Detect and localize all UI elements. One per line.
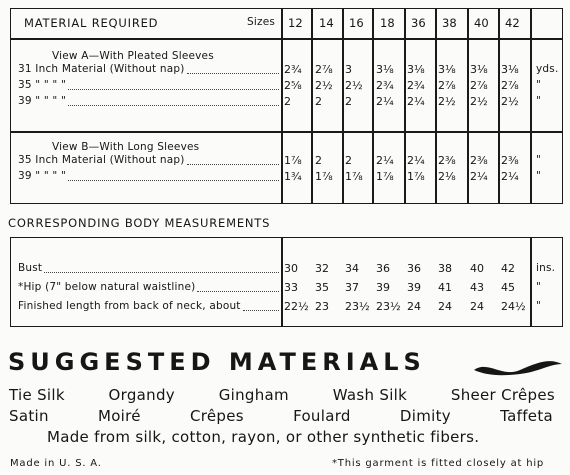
col-divider — [467, 8, 469, 204]
row-label: 35 " " " " — [18, 79, 67, 91]
col-divider — [530, 237, 532, 327]
unit-cell: " — [536, 154, 542, 166]
col-divider — [498, 8, 500, 204]
value-cell: 43 — [470, 281, 484, 294]
value-cell: 2 — [315, 95, 322, 108]
view-a-title: View A—With Pleated Sleeves — [52, 50, 214, 62]
value-cell: 2 — [284, 95, 291, 108]
material-header-divider — [10, 38, 563, 40]
value-cell: 42 — [501, 262, 515, 275]
fabric-name: Sheer Crêpes — [450, 386, 555, 404]
value-cell: 41 — [438, 281, 452, 294]
dot-leader — [197, 291, 279, 292]
size-header-cell: 42 — [505, 16, 520, 30]
value-cell: 3⅛ — [438, 63, 456, 76]
fabric-name: Taffeta — [500, 407, 553, 425]
view-divider — [10, 131, 563, 133]
value-cell: 24 — [407, 300, 421, 313]
value-cell: 2¼ — [376, 154, 394, 167]
value-cell: 3⅛ — [376, 63, 394, 76]
size-header-cell: 38 — [442, 16, 457, 30]
unit-cell: " — [536, 281, 542, 293]
size-header-cell: 12 — [288, 16, 303, 30]
value-cell: 23½ — [376, 300, 401, 313]
row-label: 39 " " " " — [18, 95, 67, 107]
value-cell: 35 — [315, 281, 329, 294]
unit-cell: ins. — [536, 262, 556, 274]
value-cell: 22½ — [284, 300, 309, 313]
value-cell: 38 — [438, 262, 452, 275]
value-cell: 2½ — [501, 95, 519, 108]
col-divider — [281, 8, 283, 204]
value-cell: 33 — [284, 281, 298, 294]
value-cell: 32 — [315, 262, 329, 275]
fabric-name: Satin — [9, 407, 49, 425]
value-cell: 1¾ — [284, 170, 302, 183]
value-cell: 2½ — [315, 79, 333, 92]
value-cell: 34 — [345, 262, 359, 275]
value-cell: 2¼ — [376, 95, 394, 108]
value-cell: 3⅛ — [470, 63, 488, 76]
value-cell: 3⅛ — [407, 63, 425, 76]
value-cell: 3 — [345, 63, 352, 76]
dot-leader — [243, 310, 279, 311]
value-cell: 2⅜ — [470, 154, 488, 167]
value-cell: 2⅝ — [284, 79, 302, 92]
sizes-label: Sizes — [247, 16, 276, 28]
fabric-name: Wash Silk — [332, 386, 408, 404]
fabric-name: Tie Silk — [9, 386, 65, 404]
row-label: Bust — [18, 262, 43, 274]
value-cell: 2½ — [345, 79, 363, 92]
fabric-name: Moiré — [97, 407, 141, 425]
value-cell: 40 — [470, 262, 484, 275]
size-header-cell: 36 — [411, 16, 426, 30]
body-table-title: CORRESPONDING BODY MEASUREMENTS — [8, 216, 271, 230]
value-cell: 2⅞ — [501, 79, 519, 92]
fiber-note: Made from silk, cotton, rayon, or other synthetic fibers. — [47, 428, 480, 446]
row-label: *Hip (7" below natural waistline) — [18, 281, 196, 293]
col-divider — [435, 8, 437, 204]
footer-fit-note: *This garment is fitted closely at hip — [332, 458, 545, 469]
value-cell: 2⅞ — [438, 79, 456, 92]
value-cell: 1⅞ — [345, 170, 363, 183]
fabric-name: Dimity — [399, 407, 451, 425]
value-cell: 2½ — [470, 95, 488, 108]
footer-origin: Made in U. S. A. — [10, 458, 102, 469]
value-cell: 2 — [345, 95, 352, 108]
value-cell: 1⅞ — [407, 170, 425, 183]
value-cell: 2¾ — [407, 79, 425, 92]
value-cell: 2⅞ — [315, 63, 333, 76]
size-header-cell: 14 — [319, 16, 334, 30]
fabric-name: Organdy — [108, 386, 175, 404]
value-cell: 39 — [407, 281, 421, 294]
value-cell: 2¼ — [407, 154, 425, 167]
fabric-name: Crêpes — [189, 407, 244, 425]
value-cell: 23 — [315, 300, 329, 313]
value-cell: 2⅜ — [438, 154, 456, 167]
dot-leader — [187, 73, 279, 74]
swash-ornament — [472, 354, 564, 380]
col-divider — [342, 8, 344, 204]
value-cell: 2⅛ — [438, 170, 456, 183]
col-divider — [404, 8, 406, 204]
unit-cell: " — [536, 95, 542, 107]
view-b-title: View B—With Long Sleeves — [52, 141, 200, 153]
value-cell: 2 — [345, 154, 352, 167]
value-cell: 37 — [345, 281, 359, 294]
size-header-cell: 16 — [349, 16, 364, 30]
row-label: 31 Inch Material (Without nap) — [18, 63, 185, 75]
size-header-cell: 40 — [474, 16, 489, 30]
value-cell: 30 — [284, 262, 298, 275]
value-cell: 2 — [315, 154, 322, 167]
dot-leader — [68, 89, 279, 90]
col-divider — [372, 8, 374, 204]
fabric-name: Foulard — [293, 407, 351, 425]
col-divider — [530, 8, 532, 204]
col-divider — [311, 8, 313, 204]
value-cell: 45 — [501, 281, 515, 294]
dot-leader — [68, 180, 279, 181]
value-cell: 2⅞ — [470, 79, 488, 92]
value-cell: 23½ — [345, 300, 370, 313]
value-cell: 36 — [376, 262, 390, 275]
value-cell: 2⅜ — [501, 154, 519, 167]
dot-leader — [187, 164, 279, 165]
unit-cell: " — [536, 79, 542, 91]
value-cell: 1⅞ — [284, 154, 302, 167]
value-cell: 1⅞ — [315, 170, 333, 183]
unit-cell: " — [536, 170, 542, 182]
value-cell: 36 — [407, 262, 421, 275]
value-cell: 3⅛ — [501, 63, 519, 76]
size-header-cell: 18 — [380, 16, 395, 30]
value-cell: 24½ — [501, 300, 526, 313]
value-cell: 2¼ — [501, 170, 519, 183]
row-label: 39 " " " " — [18, 170, 67, 182]
suggested-title: SUGGESTED MATERIALS — [8, 348, 426, 376]
value-cell: 2½ — [438, 95, 456, 108]
value-cell: 2¾ — [284, 63, 302, 76]
value-cell: 2¾ — [376, 79, 394, 92]
value-cell: 2¼ — [407, 95, 425, 108]
row-label: Finished length from back of neck, about — [18, 300, 241, 312]
row-label: 35 Inch Material (Without nap) — [18, 154, 185, 166]
unit-cell: " — [536, 300, 542, 312]
material-table-title: MATERIAL REQUIRED — [24, 16, 159, 30]
value-cell: 24 — [470, 300, 484, 313]
fabric-name: Gingham — [218, 386, 289, 404]
dot-leader — [68, 105, 279, 106]
value-cell: 1⅞ — [376, 170, 394, 183]
value-cell: 24 — [438, 300, 452, 313]
value-cell: 39 — [376, 281, 390, 294]
dot-leader — [44, 272, 279, 273]
value-cell: 2¼ — [470, 170, 488, 183]
unit-cell: yds. — [536, 63, 559, 75]
col-divider — [281, 237, 283, 327]
